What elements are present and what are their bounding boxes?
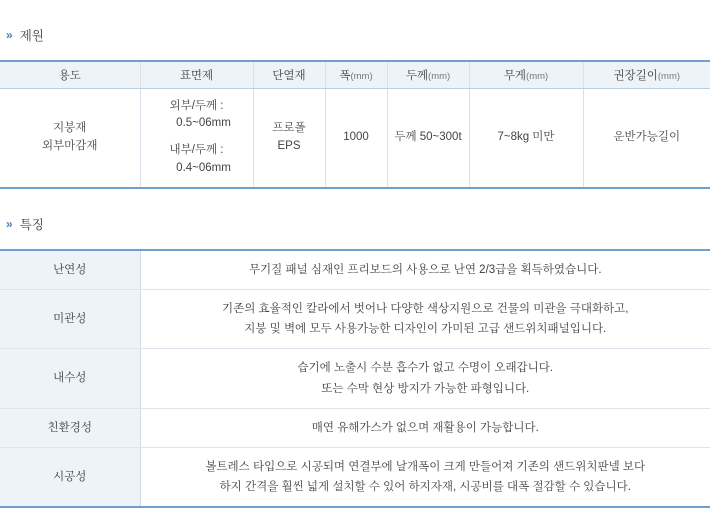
- feature-description: 습기에 노출시 수분 흡수가 없고 수명이 오래갑니다. 또는 수막 현상 방지가 가능한 파형입니다.: [140, 349, 710, 408]
- feature-label: 난연성: [0, 250, 140, 290]
- table-row: [0, 408, 710, 447]
- chevron-right-icon: »: [6, 28, 11, 42]
- col-header-use: 용도: [0, 61, 140, 88]
- col-header-length: 권장길이(mm): [583, 61, 710, 88]
- feature-description: 매연 유해가스가 없으며 재활용이 가능합니다.: [140, 408, 710, 447]
- spec-section-heading: [0, 26, 710, 44]
- spacer-spec: [0, 44, 710, 60]
- cell-width: 1000: [325, 88, 387, 188]
- table-row: [0, 250, 710, 290]
- spec-table: [0, 60, 710, 189]
- features-section-heading: [0, 215, 710, 233]
- spec-table-row: [0, 88, 710, 188]
- feature-description: 볼트레스 타입으로 시공되며 연결부에 날개폭이 크게 만들어져 기존의 샌드위치판넬 보다 하지 간격을 훨씬 넓게 설치할 수 있어 하지자재, 시공비를 대폭 절감할 수 있습니다.: [205, 460, 646, 493]
- spec-section-title: 제원: [19, 29, 44, 43]
- cell-insulation: 프로폴 EPS: [253, 88, 325, 188]
- surface-inner-gap: [147, 133, 247, 142]
- col-header-surface: 표면제: [140, 61, 253, 88]
- table-row: [0, 447, 710, 507]
- feature-label: 시공성: [0, 447, 140, 507]
- spec-table-header-row: [0, 61, 710, 88]
- feature-description: 무기질 패널 심재인 프리보드의 사용으로 난연 2/3급을 획득하였습니다.: [140, 250, 710, 290]
- cell-surface: 외부/두께 : 0.5~06mm 내부/두께 : 0.4~06mm: [140, 88, 253, 188]
- feature-label: 친환경성: [0, 408, 140, 447]
- col-header-weight: 무게(mm): [469, 61, 583, 88]
- top-spacer: [0, 0, 710, 26]
- cell-thickness: 두께 50~300t: [387, 88, 469, 188]
- table-row: [0, 290, 710, 349]
- chevron-right-icon: »: [6, 217, 11, 231]
- features-section-title: 특징: [19, 218, 44, 232]
- features-table: [0, 249, 710, 508]
- col-header-width: 폭(mm): [325, 61, 387, 88]
- cell-use: 지붕재 외부마감재: [0, 88, 140, 188]
- col-header-thickness: 두께(mm): [387, 61, 469, 88]
- feature-label: 미관성: [0, 290, 140, 349]
- cell-length: 운반가능길이: [613, 130, 681, 143]
- feature-description: 기존의 효율적인 칼라에서 벗어나 다양한 색상지원으로 건물의 미관을 극대화하고, 지붕 및 벽에 모두 사용가능한 디자인이 가미된 고급 샌드위치패널입니다.: [140, 290, 710, 349]
- feature-label: 내수성: [0, 349, 140, 408]
- table-row: [0, 349, 710, 408]
- mid-spacer: [0, 189, 710, 215]
- spacer-features: [0, 233, 710, 249]
- cell-weight: 7~8kg 미만: [469, 88, 583, 188]
- col-header-insulation: 단열재: [253, 61, 325, 88]
